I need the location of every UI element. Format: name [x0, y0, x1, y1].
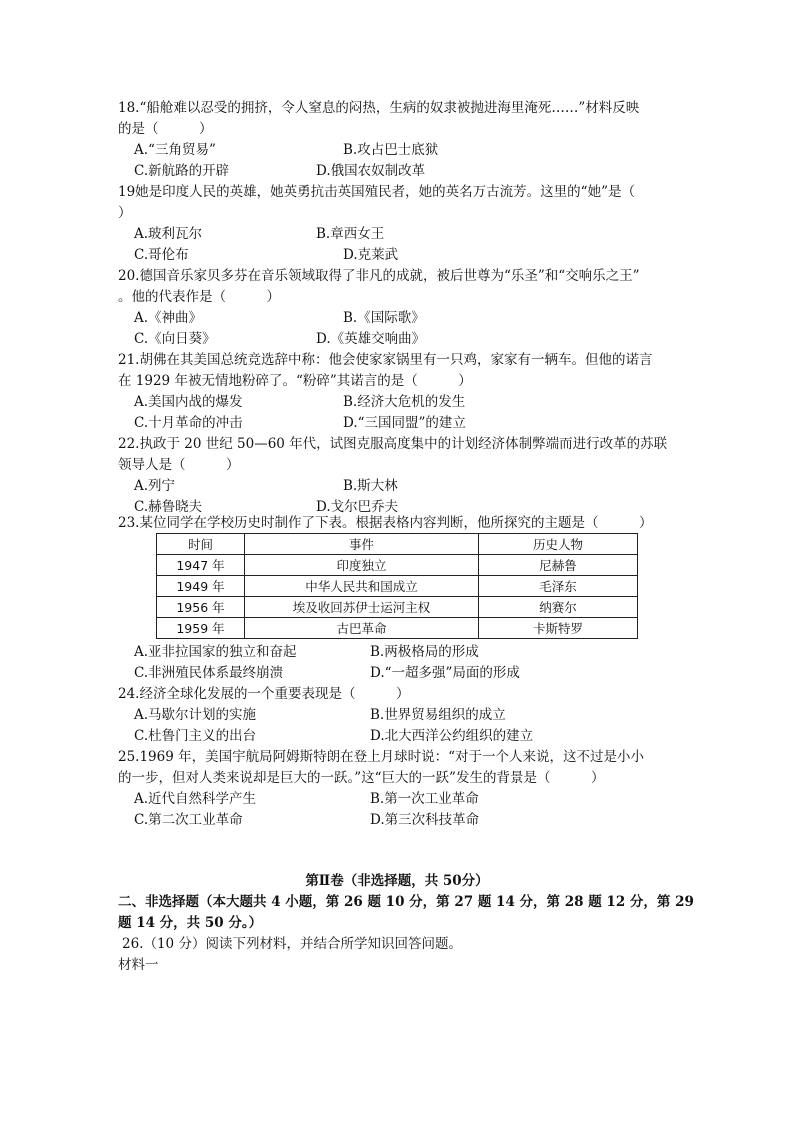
q19-option-d: D.克莱武	[343, 247, 399, 263]
question-21-stem: 21.胡佛在其美国总统竞选辞中称：他会使家家锅里有一只鸡，家家有一辆车。但他的诺言	[118, 352, 653, 368]
question-19-stem-cont: ）	[118, 205, 132, 221]
q20-option-b: B.《国际歌》	[343, 310, 425, 326]
question-22-stem: 22.执政于 20 世纪 50—60 年代，试图克服高度集中的计划经济体制弊端而进行改革的苏联	[118, 436, 668, 452]
q20-option-a: A.《神曲》	[134, 310, 203, 326]
table-cell: 纳赛尔	[479, 597, 638, 618]
table-cell: 毛泽东	[479, 576, 638, 597]
q21-option-c: C.十月革命的冲击	[134, 415, 243, 431]
table-cell: 印度独立	[245, 555, 479, 576]
q21-option-b: B.经济大危机的发生	[343, 394, 466, 410]
q18-option-d: D.俄国农奴制改革	[316, 163, 426, 179]
question-21-stem-cont: 在 1929 年被无情地粉碎了。“粉碎”其诺言的是（ ）	[118, 373, 472, 389]
table-cell: 1947 年	[157, 555, 245, 576]
question-25-stem: 25.1969 年，美国宇航局阿姆斯特朗在登上月球时说：“对于一个人来说，这不过是小小	[118, 749, 645, 765]
question-18-stem: 18.“船舱难以忍受的拥挤，令人窒息的闷热，生病的奴隶被抛进海里淹死……”材料反映	[118, 100, 640, 116]
q19-option-a: A.玻利瓦尔	[134, 226, 203, 242]
table-cell: 卡斯特罗	[479, 618, 638, 639]
q23-option-c: C.非洲殖民体系最终崩溃	[134, 665, 284, 681]
q20-option-c: C.《向日葵》	[134, 331, 216, 347]
q24-option-b: B.世界贸易组织的成立	[370, 707, 506, 723]
q22-option-d: D.戈尔巴乔夫	[316, 499, 399, 515]
question-23-stem: 23.某位同学在学校历史时制作了下表。根据表格内容判断，他所探究的主题是（ ）	[118, 515, 653, 531]
table-cell: 尼赫鲁	[479, 555, 638, 576]
q22-option-a: A.列宁	[134, 478, 176, 494]
table-cell: 1959 年	[157, 618, 245, 639]
q24-option-a: A.马歇尔计划的实施	[134, 707, 257, 723]
question-24-stem: 24.经济全球化发展的一个重要表现是（ ）	[118, 686, 410, 702]
q18-option-c: C.新航路的开辟	[134, 163, 230, 179]
question-25-stem-cont: 的一步，但对人类来说却是巨大的一跃。”这“巨大的一跃”发生的背景是（ ）	[118, 770, 605, 786]
table-row	[157, 618, 638, 639]
table-cell: 中华人民共和国成立	[245, 576, 479, 597]
q24-option-d: D.北大西洋公约组织的建立	[370, 728, 534, 744]
table-cell: 埃及收回苏伊士运河主权	[245, 597, 479, 618]
question-26-stem: 26.（10 分）阅读下列材料，并结合所学知识回答问题。	[122, 936, 462, 952]
question-20-stem: 20.德国音乐家贝多芬在音乐领域取得了非凡的成就，被后世尊为“乐圣”和“交响乐之王”	[118, 268, 640, 284]
q20-option-d: D.《英雄交响曲》	[316, 331, 426, 347]
table-header: 历史人物	[479, 534, 638, 555]
part-2-title: 第Ⅱ卷（非选择题，共 50分）	[305, 873, 489, 889]
q25-option-b: B.第一次工业革命	[370, 791, 479, 807]
q21-option-d: D.“三国同盟”的建立	[343, 415, 466, 431]
table-header: 事件	[245, 534, 479, 555]
question-22-stem-cont: 领导人是（ ）	[118, 457, 240, 473]
q21-option-a: A.美国内战的爆发	[134, 394, 243, 410]
table-row	[157, 576, 638, 597]
material-1-label: 材料一	[118, 957, 159, 973]
table-row	[157, 555, 638, 576]
q18-option-a: A.“三角贸易”	[134, 142, 216, 158]
table-cell: 1949 年	[157, 576, 245, 597]
section-2-heading: 二、非选择题（本大题共 4 小题，第 26 题 10 分，第 27 题 14 分，第 28 题 12 分，第 29	[118, 894, 694, 910]
q22-option-b: B.斯大林	[343, 478, 398, 494]
table-cell: 古巴革命	[245, 618, 479, 639]
table-row	[157, 597, 638, 618]
question-18-stem-cont: 的是（ ）	[118, 121, 213, 137]
question-19-stem: 19她是印度人民的英雄，她英勇抗击英国殖民者，她的英名万古流芳。这里的“她”是（	[118, 184, 635, 200]
q19-option-c: C.哥伦布	[134, 247, 189, 263]
q23-option-b: B.两极格局的形成	[370, 644, 479, 660]
q25-option-d: D.第三次科技革命	[370, 812, 480, 828]
history-table	[156, 533, 638, 639]
q23-option-a: A.亚非拉国家的独立和奋起	[134, 644, 297, 660]
table-header: 时间	[157, 534, 245, 555]
q22-option-c: C.赫鲁晓夫	[134, 499, 203, 515]
table-cell: 1956 年	[157, 597, 245, 618]
q25-option-a: A.近代自然科学产生	[134, 791, 257, 807]
q23-option-d: D.“一超多强”局面的形成	[370, 665, 520, 681]
question-20-stem-cont: 。他的代表作是（ ）	[118, 289, 280, 305]
q24-option-c: C.杜鲁门主义的出台	[134, 728, 257, 744]
q18-option-b: B.攻占巴士底狱	[343, 142, 439, 158]
q19-option-b: B.章西女王	[316, 226, 385, 242]
section-2-heading-cont: 题 14 分，共 50 分。）	[118, 915, 263, 931]
q25-option-c: C.第二次工业革命	[134, 812, 243, 828]
table-header-row	[157, 534, 638, 555]
